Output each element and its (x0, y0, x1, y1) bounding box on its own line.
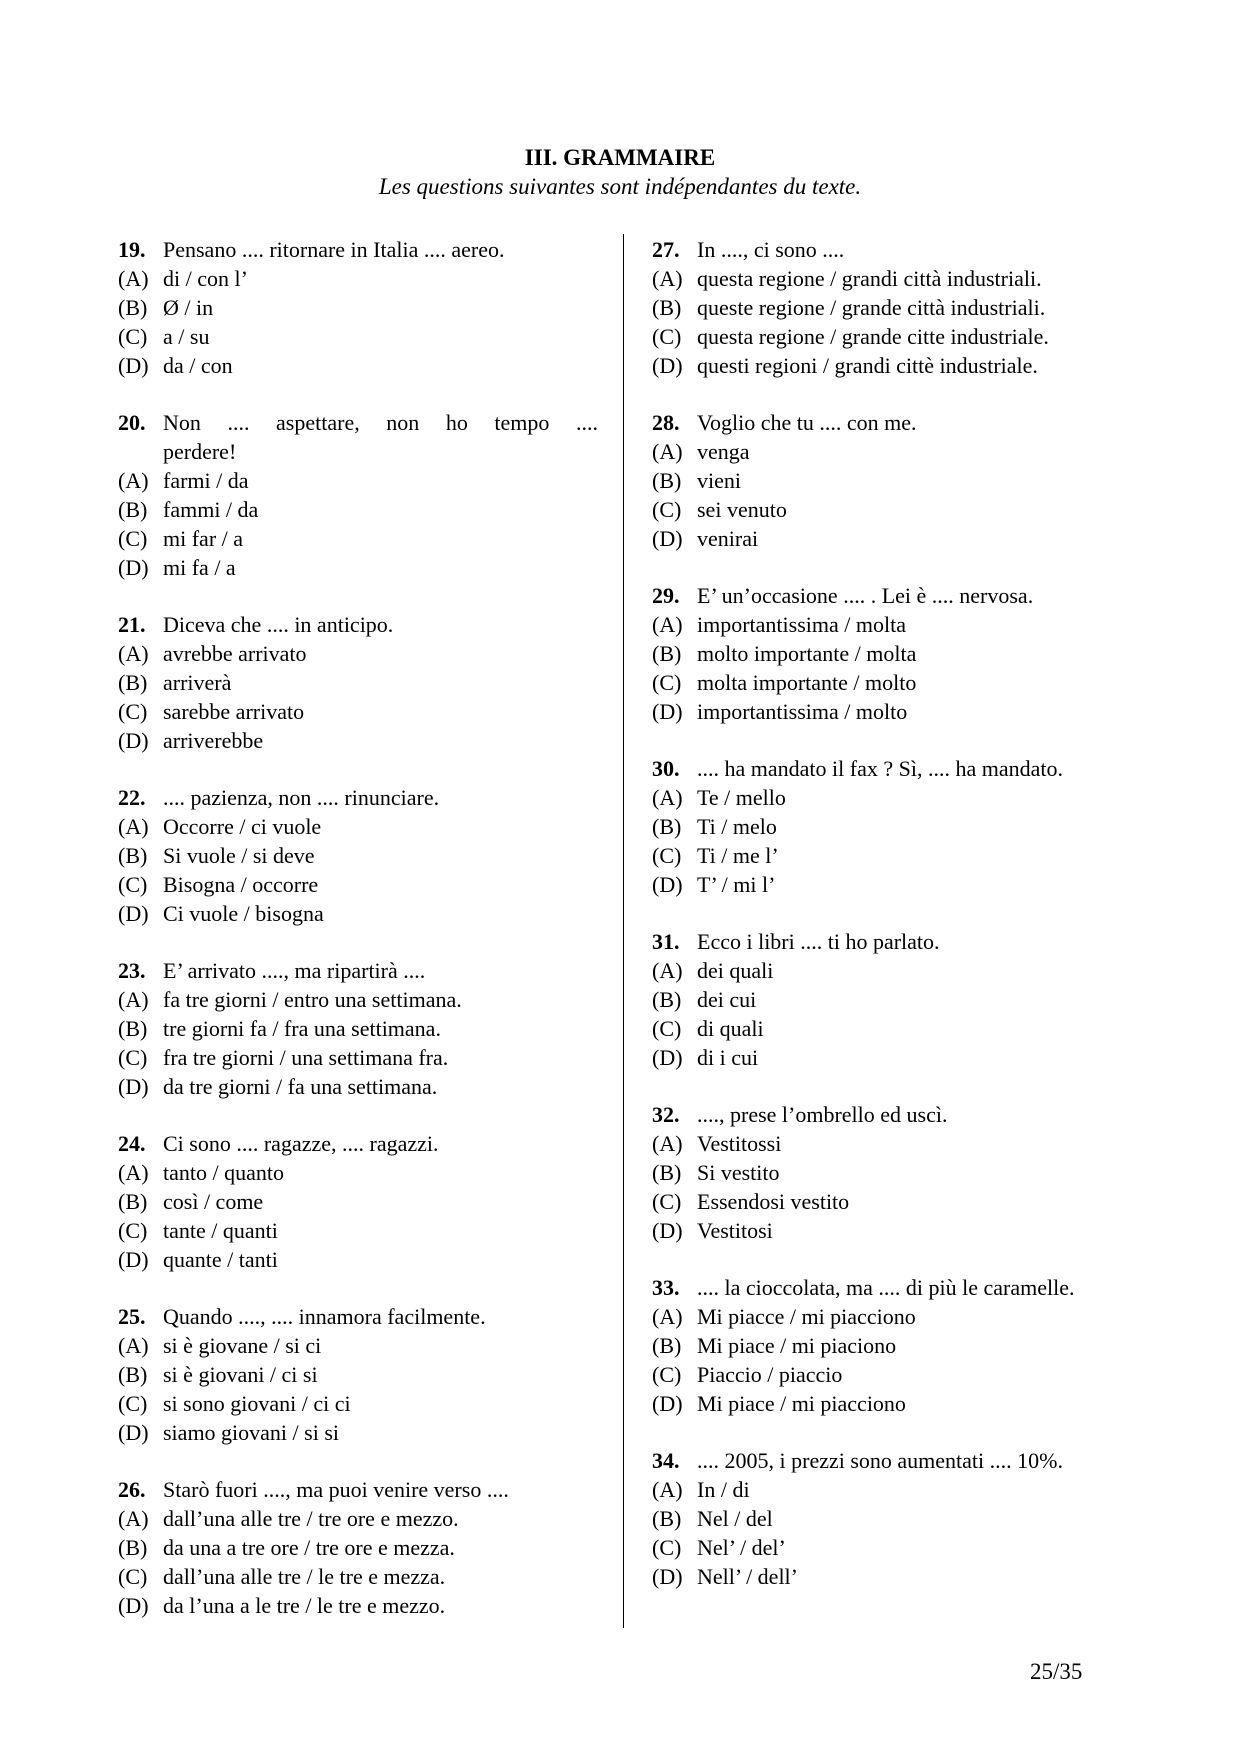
option-text: Ti / me l’ (697, 843, 779, 868)
question-stem: Quando ...., .... innamora facilmente. (163, 1304, 486, 1329)
answer-option (652, 956, 1127, 985)
option-text: a / su (163, 324, 210, 349)
answer-option (652, 1562, 1127, 1591)
option-letter: (D) (652, 699, 683, 724)
option-letter: (B) (652, 1333, 682, 1358)
option-text: Ci vuole / bisogna (163, 901, 324, 926)
option-text: Nell’ / dell’ (697, 1564, 798, 1589)
answer-option (118, 1360, 598, 1389)
question-number: 24. (118, 1131, 146, 1156)
question-stem-line (652, 235, 1127, 264)
option-text: fa tre giorni / entro una settimana. (163, 987, 462, 1012)
question-32 (652, 1100, 1127, 1245)
answer-option (652, 437, 1127, 466)
question-number: 29. (652, 583, 680, 608)
answer-option (118, 1072, 598, 1101)
question-number: 19. (118, 237, 146, 262)
option-letter: (B) (118, 295, 148, 320)
answer-option (652, 1389, 1127, 1418)
option-text: queste regione / grande città industriali. (697, 295, 1046, 320)
option-text: importantissima / molta (697, 612, 906, 637)
answer-option (118, 1591, 598, 1620)
option-letter: (B) (118, 497, 148, 522)
option-text: Essendosi vestito (697, 1189, 850, 1214)
question-stem: Starò fuori ...., ma puoi venire verso .... (163, 1477, 509, 1502)
option-text: da l’una a le tre / le tre e mezzo. (163, 1593, 446, 1618)
question-stem-line (118, 783, 598, 812)
question-stem-line (652, 754, 1127, 783)
option-text: da una a tre ore / tre ore e mezza. (163, 1535, 455, 1560)
question-stem-line (118, 1302, 598, 1331)
answer-option (118, 1187, 598, 1216)
answer-option (652, 697, 1127, 726)
question-number: 26. (118, 1477, 146, 1502)
answer-option (652, 1187, 1127, 1216)
option-letter: (D) (652, 1045, 683, 1070)
option-text: Mi piacce / mi piacciono (697, 1304, 916, 1329)
option-letter: (B) (652, 641, 682, 666)
option-letter: (D) (652, 1564, 683, 1589)
question-number: 34. (652, 1448, 680, 1473)
option-letter: (C) (652, 1016, 682, 1041)
option-text: Te / mello (697, 785, 786, 810)
answer-option (652, 322, 1127, 351)
option-text: si è giovane / si ci (163, 1333, 322, 1358)
question-stem: .... pazienza, non .... rinunciare. (163, 785, 440, 810)
section-title: III. GRAMMAIRE (524, 145, 716, 170)
option-letter: (D) (118, 1074, 149, 1099)
question-34 (652, 1446, 1127, 1591)
option-letter: (B) (652, 1160, 682, 1185)
option-letter: (C) (118, 872, 148, 897)
option-text: questa regione / grandi città industriali. (697, 266, 1042, 291)
column-divider (623, 234, 624, 1628)
option-letter: (D) (118, 1420, 149, 1445)
answer-option (118, 1418, 598, 1447)
answer-option (118, 697, 598, 726)
answer-option (118, 985, 598, 1014)
option-text: molto importante / molta (697, 641, 917, 666)
option-text: quante / tanti (163, 1247, 278, 1272)
option-text: si è giovani / ci si (163, 1362, 318, 1387)
answer-option (652, 293, 1127, 322)
answer-option (118, 1389, 598, 1418)
question-stem: Pensano .... ritornare in Italia .... aereo. (163, 237, 505, 262)
option-letter: (D) (652, 1391, 683, 1416)
option-text: T’ / mi l’ (697, 872, 776, 897)
question-21 (118, 610, 598, 755)
option-text: fammi / da (163, 497, 259, 522)
answer-option (652, 841, 1127, 870)
option-letter: (B) (652, 987, 682, 1012)
question-stem: .... la cioccolata, ma .... di più le caramelle. (697, 1275, 1075, 1300)
section-subtitle: Les questions suivantes sont indépendantes du texte. (378, 174, 862, 199)
question-stem: E’ arrivato ...., ma ripartirà .... (163, 958, 426, 983)
option-letter: (D) (118, 353, 149, 378)
option-letter: (B) (118, 1535, 148, 1560)
option-letter: (B) (652, 1506, 682, 1531)
option-text: siamo giovani / si si (163, 1420, 339, 1445)
answer-option (652, 495, 1127, 524)
question-33 (652, 1273, 1127, 1418)
option-text: vieni (697, 468, 741, 493)
option-text: sei venuto (697, 497, 787, 522)
option-letter: (C) (652, 670, 682, 695)
option-text: così / come (163, 1189, 264, 1214)
option-letter: (A) (118, 641, 149, 666)
option-letter: (D) (118, 1247, 149, 1272)
question-stem-line (118, 610, 598, 639)
answer-option (652, 1158, 1127, 1187)
answer-option (652, 870, 1127, 899)
answer-option (652, 524, 1127, 553)
answer-option (118, 524, 598, 553)
question-20 (118, 408, 598, 582)
question-number: 30. (652, 756, 680, 781)
answer-option (118, 1504, 598, 1533)
answer-option (118, 264, 598, 293)
option-text: avrebbe arrivato (163, 641, 307, 666)
option-letter: (B) (118, 843, 148, 868)
question-stem: Non .... aspettare, non ho tempo .... (163, 410, 598, 435)
question-stem-line (652, 581, 1127, 610)
option-letter: (D) (652, 353, 683, 378)
question-stem-line (652, 408, 1127, 437)
question-23 (118, 956, 598, 1101)
answer-option (118, 639, 598, 668)
question-stem: .... 2005, i prezzi sono aumentati .... 10%. (697, 1448, 1063, 1473)
option-text: Mi piace / mi piacciono (697, 1391, 906, 1416)
answer-option (652, 1533, 1127, 1562)
option-text: di i cui (697, 1045, 759, 1070)
option-letter: (C) (118, 1564, 148, 1589)
option-letter: (A) (652, 612, 683, 637)
option-letter: (A) (118, 468, 149, 493)
option-text: fra tre giorni / una settimana fra. (163, 1045, 449, 1070)
option-text: Ti / melo (697, 814, 777, 839)
answer-option (652, 1302, 1127, 1331)
option-text: molta importante / molto (697, 670, 917, 695)
answer-option (652, 1043, 1127, 1072)
option-text: farmi / da (163, 468, 249, 493)
option-letter: (C) (118, 324, 148, 349)
option-letter: (B) (118, 670, 148, 695)
question-stem-line (118, 956, 598, 985)
right-column (652, 235, 1127, 1619)
left-column (118, 235, 598, 1648)
option-text: Nel’ / del’ (697, 1535, 786, 1560)
option-letter: (A) (118, 1333, 149, 1358)
question-29 (652, 581, 1127, 726)
answer-option (652, 1475, 1127, 1504)
question-stem-continuation: perdere! (163, 439, 237, 464)
option-letter: (D) (118, 555, 149, 580)
option-text: Vestitossi (697, 1131, 782, 1156)
answer-option (652, 668, 1127, 697)
option-text: tante / quanti (163, 1218, 278, 1243)
question-22 (118, 783, 598, 928)
answer-option (118, 1158, 598, 1187)
option-letter: (D) (652, 526, 683, 551)
option-text: mi far / a (163, 526, 244, 551)
answer-option (652, 783, 1127, 812)
answer-option (652, 610, 1127, 639)
answer-option (652, 1504, 1127, 1533)
option-text: di quali (697, 1016, 764, 1041)
question-19 (118, 235, 598, 380)
option-letter: (B) (118, 1016, 148, 1041)
option-letter: (C) (652, 1362, 682, 1387)
answer-option (118, 668, 598, 697)
question-27 (652, 235, 1127, 380)
option-text: tanto / quanto (163, 1160, 284, 1185)
option-letter: (A) (118, 1160, 149, 1185)
answer-option (652, 1360, 1127, 1389)
option-text: Piaccio / piaccio (697, 1362, 843, 1387)
question-stem: Diceva che .... in anticipo. (163, 612, 394, 637)
option-letter: (B) (118, 1362, 148, 1387)
page-number: 25/35 (1030, 1659, 1083, 1684)
option-text: importantissima / molto (697, 699, 908, 724)
question-stem-line (652, 1100, 1127, 1129)
option-letter: (B) (652, 295, 682, 320)
question-31 (652, 927, 1127, 1072)
option-text: tre giorni fa / fra una settimana. (163, 1016, 441, 1041)
option-text: Si vuole / si deve (163, 843, 315, 868)
option-text: questi regioni / grandi cittè industriale. (697, 353, 1038, 378)
option-text: Vestitosi (697, 1218, 773, 1243)
option-text: Nel / del (697, 1506, 773, 1531)
question-stem-line (652, 1273, 1127, 1302)
question-stem-line (652, 927, 1127, 956)
answer-option (118, 870, 598, 899)
question-number: 28. (652, 410, 680, 435)
answer-option (118, 466, 598, 495)
answer-option (652, 1216, 1127, 1245)
question-24 (118, 1129, 598, 1274)
option-letter: (C) (652, 843, 682, 868)
option-letter: (B) (652, 814, 682, 839)
option-text: da / con (163, 353, 233, 378)
option-letter: (A) (652, 439, 683, 464)
option-letter: (A) (652, 266, 683, 291)
question-number: 23. (118, 958, 146, 983)
option-text: Ø / in (163, 295, 214, 320)
option-text: arriverebbe (163, 728, 264, 753)
option-text: dei cui (697, 987, 757, 1012)
question-stem: .... ha mandato il fax ? Sì, .... ha mandato. (697, 756, 1063, 781)
answer-option (652, 812, 1127, 841)
question-number: 32. (652, 1102, 680, 1127)
option-letter: (D) (118, 728, 149, 753)
question-stem: Ecco i libri .... ti ho parlato. (697, 929, 940, 954)
answer-option (652, 639, 1127, 668)
question-stem: Ci sono .... ragazze, .... ragazzi. (163, 1131, 439, 1156)
option-letter: (A) (118, 987, 149, 1012)
option-letter: (A) (652, 958, 683, 983)
page-header (0, 143, 1240, 202)
option-letter: (D) (652, 1218, 683, 1243)
option-text: sarebbe arrivato (163, 699, 305, 724)
option-letter: (B) (652, 468, 682, 493)
answer-option (118, 726, 598, 755)
answer-option (118, 553, 598, 582)
option-letter: (D) (118, 1593, 149, 1618)
question-30 (652, 754, 1127, 899)
option-text: venirai (697, 526, 759, 551)
option-text: Mi piace / mi piaciono (697, 1333, 897, 1358)
answer-option (652, 264, 1127, 293)
option-text: di / con l’ (163, 266, 248, 291)
option-text: In / di (697, 1477, 750, 1502)
answer-option (118, 1562, 598, 1591)
option-text: Bisogna / occorre (163, 872, 319, 897)
question-number: 20. (118, 410, 146, 435)
answer-option (118, 1043, 598, 1072)
option-letter: (A) (118, 1506, 149, 1531)
answer-option (652, 466, 1127, 495)
answer-option (118, 351, 598, 380)
option-letter: (C) (118, 526, 148, 551)
option-text: arriverà (163, 670, 232, 695)
option-letter: (C) (118, 1218, 148, 1243)
option-letter: (C) (118, 699, 148, 724)
answer-option (118, 495, 598, 524)
answer-option (118, 1331, 598, 1360)
question-stem: In ...., ci sono .... (697, 237, 845, 262)
question-stem-line (118, 1475, 598, 1504)
option-letter: (A) (118, 814, 149, 839)
answer-option (652, 1331, 1127, 1360)
option-letter: (C) (652, 324, 682, 349)
question-stem-line (118, 235, 598, 264)
answer-option (652, 985, 1127, 1014)
answer-option (118, 1245, 598, 1274)
question-stem-continuation-line (118, 437, 598, 466)
answer-option (652, 351, 1127, 380)
answer-option (652, 1129, 1127, 1158)
question-stem-line (118, 408, 598, 437)
question-28 (652, 408, 1127, 553)
option-letter: (D) (652, 872, 683, 897)
answer-option (118, 1014, 598, 1043)
answer-option (118, 293, 598, 322)
question-stem: ...., prese l’ombrello ed uscì. (697, 1102, 948, 1127)
option-letter: (D) (118, 901, 149, 926)
option-text: questa regione / grande citte industriale. (697, 324, 1049, 349)
option-text: mi fa / a (163, 555, 236, 580)
question-stem: Voglio che tu .... con me. (697, 410, 917, 435)
question-26 (118, 1475, 598, 1620)
option-letter: (A) (118, 266, 149, 291)
question-number: 27. (652, 237, 680, 262)
option-letter: (C) (652, 1535, 682, 1560)
option-text: venga (697, 439, 750, 464)
question-stem-line (652, 1446, 1127, 1475)
option-text: da tre giorni / fa una settimana. (163, 1074, 438, 1099)
option-letter: (C) (652, 497, 682, 522)
question-25 (118, 1302, 598, 1447)
option-text: dall’una alle tre / tre ore e mezzo. (163, 1506, 459, 1531)
answer-option (118, 322, 598, 351)
option-letter: (B) (118, 1189, 148, 1214)
answer-option (652, 1014, 1127, 1043)
question-number: 33. (652, 1275, 680, 1300)
answer-option (118, 841, 598, 870)
option-letter: (C) (652, 1189, 682, 1214)
question-stem: E’ un’occasione .... . Lei è .... nervosa. (697, 583, 1034, 608)
option-letter: (C) (118, 1391, 148, 1416)
option-letter: (A) (652, 1477, 683, 1502)
answer-option (118, 1216, 598, 1245)
answer-option (118, 1533, 598, 1562)
option-text: Occorre / ci vuole (163, 814, 322, 839)
option-text: dall’una alle tre / le tre e mezza. (163, 1564, 446, 1589)
question-number: 21. (118, 612, 146, 637)
answer-option (118, 812, 598, 841)
question-number: 31. (652, 929, 680, 954)
option-letter: (A) (652, 1304, 683, 1329)
option-text: Si vestito (697, 1160, 780, 1185)
option-letter: (C) (118, 1045, 148, 1070)
option-text: dei quali (697, 958, 774, 983)
option-letter: (A) (652, 785, 683, 810)
question-number: 22. (118, 785, 146, 810)
answer-option (118, 899, 598, 928)
question-stem-line (118, 1129, 598, 1158)
option-text: si sono giovani / ci ci (163, 1391, 351, 1416)
option-letter: (A) (652, 1131, 683, 1156)
question-number: 25. (118, 1304, 146, 1329)
